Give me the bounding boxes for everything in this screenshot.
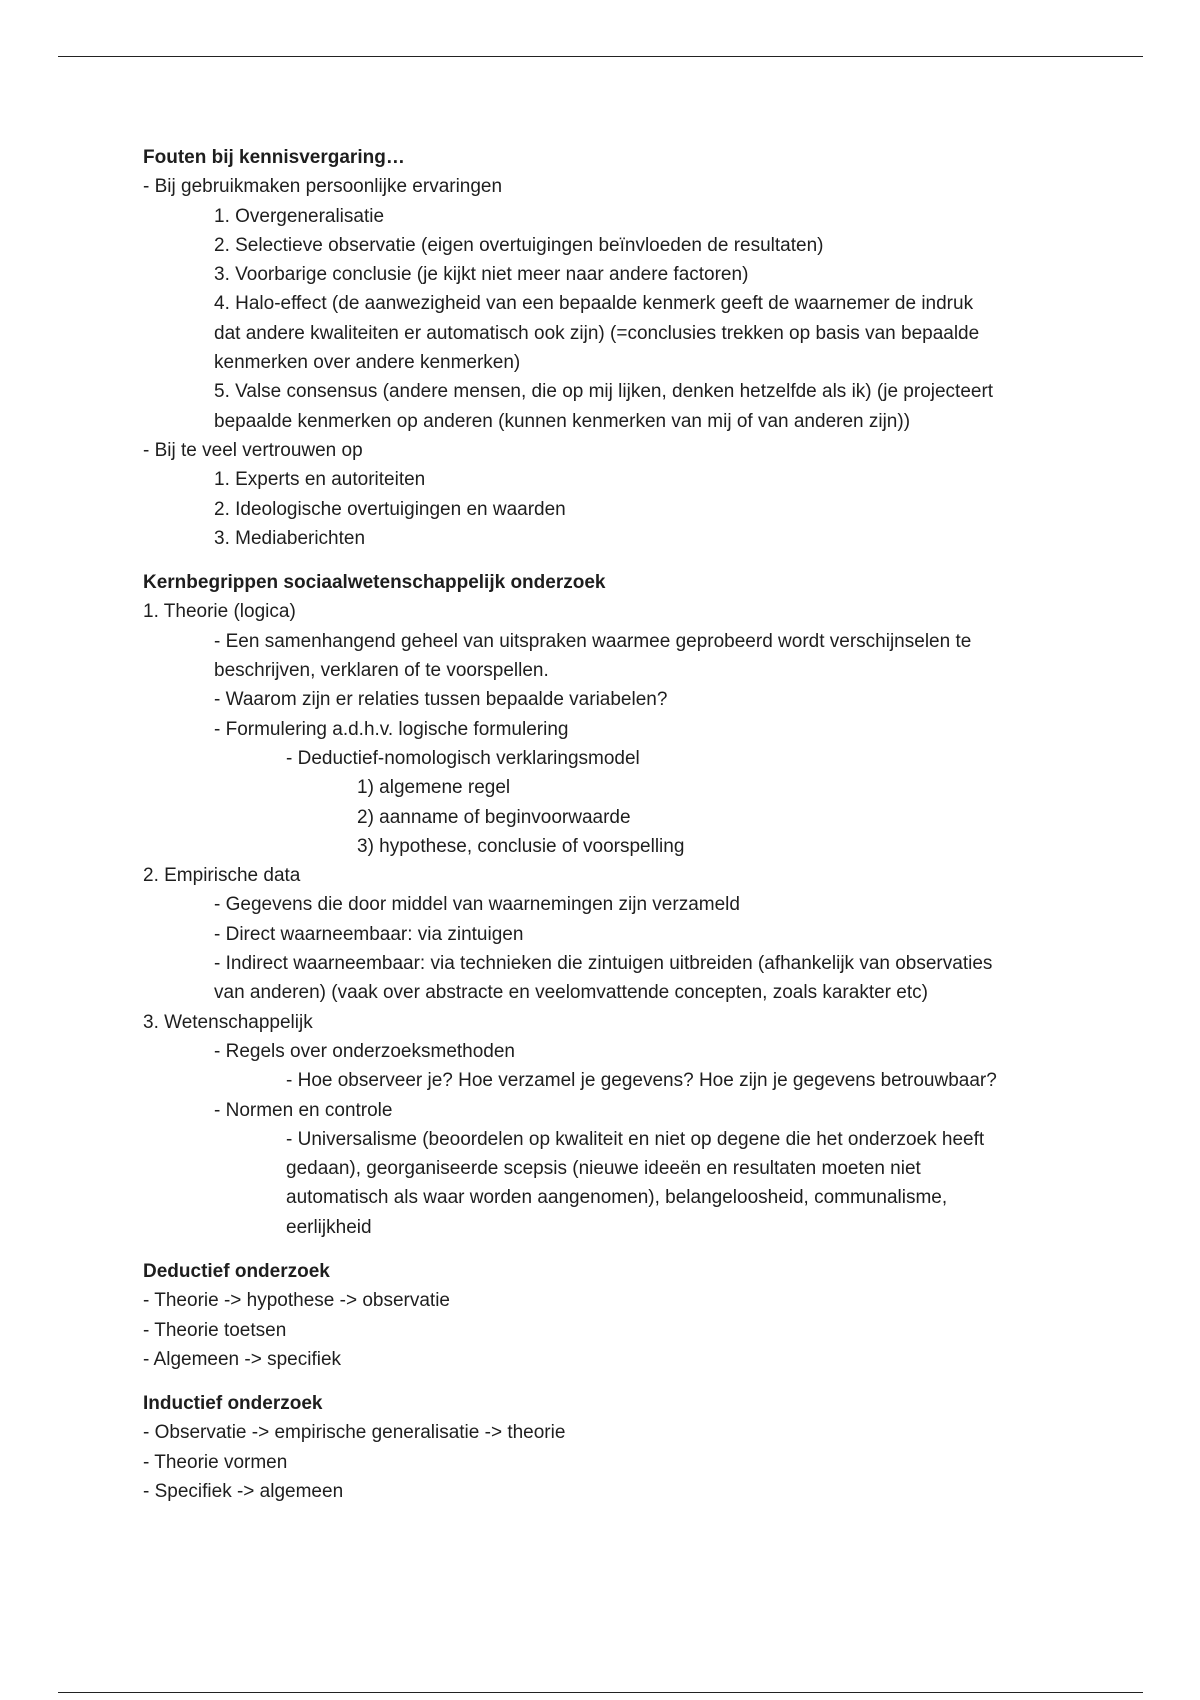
- text-line: eerlijkheid: [286, 1216, 372, 1238]
- text-line: dat andere kwaliteiten er automatisch ook zijn) (=conclusies trekken op basis van bepaalde: [214, 322, 980, 344]
- text-line: 2) aanname of beginvoorwaarde: [357, 806, 631, 828]
- text-line: - Observatie -> empirische generalisatie -> theorie: [143, 1422, 566, 1444]
- text-line: van anderen) (vaak over abstracte en veelomvattende concepten, zoals karakter etc): [214, 982, 928, 1004]
- text-line: - Indirect waarneembaar: via technieken die zintuigen uitbreiden (afhankelijk van observaties: [214, 953, 993, 975]
- text-line: 3. Wetenschappelijk: [143, 1011, 313, 1033]
- section-heading: Fouten bij kennisvergaring…: [143, 147, 405, 168]
- text-line: 2. Selectieve observatie (eigen overtuigingen beïnvloeden de resultaten): [214, 234, 824, 256]
- text-line: - Regels over onderzoeksmethoden: [214, 1040, 516, 1062]
- text-line: automatisch als waar worden aangenomen), belangeloosheid, communalisme,: [286, 1187, 948, 1209]
- text-line: - Hoe observeer je? Hoe verzamel je gegevens? Hoe zijn je gegevens betrouwbaar?: [286, 1070, 997, 1092]
- text-line: 1. Theorie (logica): [143, 601, 296, 623]
- text-line: - Theorie toetsen: [143, 1319, 287, 1341]
- text-line: - Theorie -> hypothese -> observatie: [143, 1290, 450, 1312]
- text-line: - Theorie vormen: [143, 1451, 288, 1473]
- text-line: 3) hypothese, conclusie of voorspelling: [357, 835, 685, 857]
- text-line: - Algemeen -> specifiek: [143, 1348, 342, 1370]
- section-heading: Deductief onderzoek: [143, 1260, 330, 1282]
- text-line: 5. Valse consensus (andere mensen, die op mij lijken, denken hetzelfde als ik) (je projecteert: [214, 381, 994, 403]
- text-line: - Bij te veel vertrouwen op: [143, 439, 363, 461]
- text-line: beschrijven, verklaren of te voorspellen.: [214, 660, 549, 682]
- text-line: - Gegevens die door middel van waarnemingen zijn verzameld: [214, 894, 740, 916]
- text-line: 1. Experts en autoriteiten: [214, 469, 426, 491]
- text-line: gedaan), georganiseerde scepsis (nieuwe ideeën en resultaten moeten niet: [286, 1158, 921, 1180]
- text-line: - Waarom zijn er relaties tussen bepaalde variabelen?: [214, 689, 668, 711]
- section-block: [143, 568, 1073, 1242]
- text-line: 1. Overgeneralisatie: [214, 205, 385, 227]
- text-line: - Normen en controle: [214, 1099, 393, 1121]
- text-line: 2. Empirische data: [143, 865, 301, 887]
- text-line: - Direct waarneembaar: via zintuigen: [214, 923, 524, 945]
- document-body: [143, 143, 1073, 1521]
- text-line: - Bij gebruikmaken persoonlijke ervaringen: [143, 176, 503, 198]
- text-line: - Formulering a.d.h.v. logische formulering: [214, 718, 569, 740]
- text-line: bepaalde kenmerken op anderen (kunnen kenmerken van mij of van anderen zijn)): [214, 410, 911, 432]
- section-block: [143, 1389, 1073, 1506]
- text-line: - Specifiek -> algemeen: [143, 1481, 344, 1503]
- text-line: 1) algemene regel: [357, 777, 511, 799]
- section-block: [143, 1257, 1073, 1374]
- text-line: 3. Voorbarige conclusie (je kijkt niet meer naar andere factoren): [214, 264, 749, 286]
- section-heading: Kernbegrippen sociaalwetenschappelijk onderzoek: [143, 572, 606, 594]
- text-line: - Universalisme (beoordelen op kwaliteit en niet op degene die het onderzoek heeft: [286, 1128, 985, 1150]
- text-line: - Een samenhangend geheel van uitspraken waarmee geprobeerd wordt verschijnselen te: [214, 630, 972, 652]
- section-heading: Inductief onderzoek: [143, 1393, 323, 1415]
- section-block: [143, 143, 1073, 553]
- text-line: - Deductief-nomologisch verklaringsmodel: [286, 747, 640, 769]
- text-line: 2. Ideologische overtuigingen en waarden: [214, 498, 566, 520]
- page-header-rule: [58, 56, 1143, 57]
- text-line: 4. Halo-effect (de aanwezigheid van een bepaalde kenmerk geeft de waarnemer de indruk: [214, 293, 974, 315]
- text-line: kenmerken over andere kenmerken): [214, 352, 521, 374]
- page-footer-rule: [58, 1692, 1143, 1693]
- text-line: 3. Mediaberichten: [214, 527, 366, 549]
